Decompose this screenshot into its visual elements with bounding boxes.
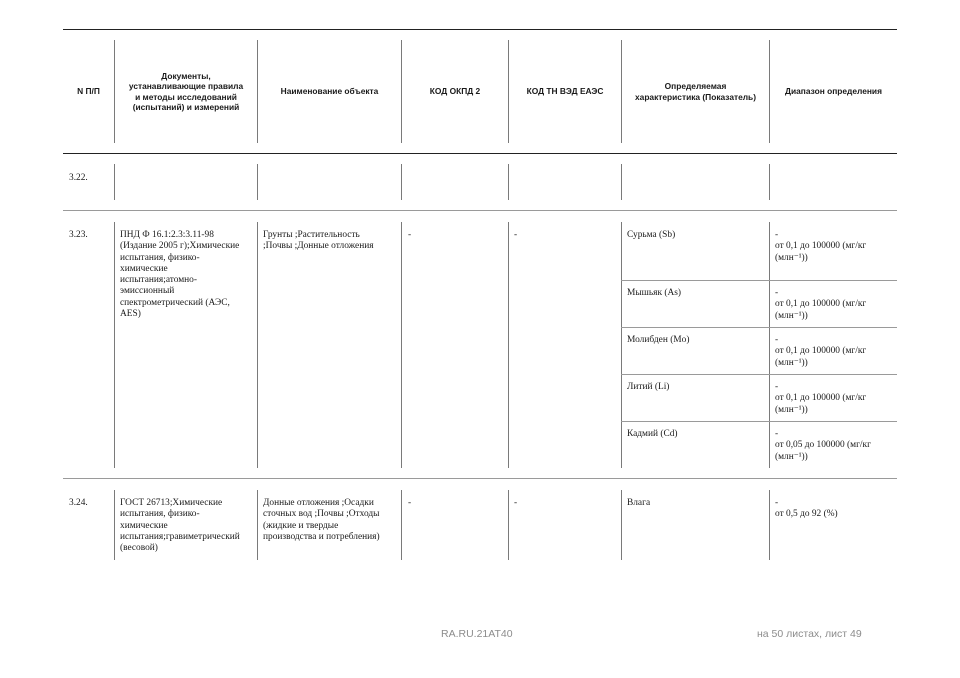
header-bottom-border — [63, 153, 897, 154]
row-characteristic: Мышьяк (As) — [627, 288, 682, 298]
column-separator — [257, 164, 258, 200]
footer-certificate-code: RA.RU.21AT40 — [441, 628, 513, 640]
header-documents: Документы, устанавливающие правила и методы исследований (испытаний) и измерений — [128, 70, 244, 112]
column-separator — [508, 164, 509, 200]
row-okpd: - — [408, 230, 412, 240]
header-tnved: КОД ТН ВЭД ЕАЭС — [526, 86, 604, 97]
column-separator — [114, 490, 115, 560]
column-separator — [621, 222, 622, 468]
row-document: ПНД Ф 16.1:2.3:3.11-98 (Издание 2005 г);Химические испытания, физико- химические испытания;атомно- эмиссионный спектрометрический (АЭС, AES) — [120, 230, 240, 320]
header-num: N П/П — [77, 86, 100, 97]
column-separator — [401, 222, 402, 468]
subrow-divider — [621, 280, 897, 281]
row-document: ГОСТ 26713;Химические испытания, физико- химические испытания;гравиметрический (весовой) — [120, 498, 240, 554]
row-number: 3.22. — [69, 173, 88, 183]
row-tnved: - — [514, 498, 518, 508]
row-range: - от 0,1 до 100000 (мг/кг (млн⁻¹)) — [775, 230, 867, 263]
column-separator — [401, 164, 402, 200]
row-tnved: - — [514, 230, 518, 240]
column-separator — [257, 222, 258, 468]
row-characteristic: Литий (Li) — [627, 382, 670, 392]
row-divider — [63, 478, 897, 479]
header-range: Диапазон определения — [785, 86, 882, 97]
row-okpd: - — [408, 498, 412, 508]
column-separator — [257, 490, 258, 560]
row-characteristic: Кадмий (Cd) — [627, 429, 678, 439]
row-object: Грунты ;Растительность ;Почвы ;Донные отложения — [263, 230, 374, 252]
table-top-border — [63, 29, 897, 30]
column-separator — [769, 164, 770, 200]
row-range: - от 0,1 до 100000 (мг/кг (млн⁻¹)) — [775, 382, 867, 415]
row-range: - от 0,1 до 100000 (мг/кг (млн⁻¹)) — [775, 288, 867, 321]
column-separator — [621, 490, 622, 560]
column-separator — [114, 164, 115, 200]
row-number: 3.23. — [69, 230, 88, 240]
row-object: Донные отложения ;Осадки сточных вод ;Почвы ;Отходы (жидкие и твердые производства и потребления) — [263, 498, 380, 542]
header-characteristic: Определяемая характеристика (Показатель) — [635, 81, 756, 102]
row-characteristic: Молибден (Mo) — [627, 335, 690, 345]
subrow-divider — [621, 374, 897, 375]
row-number: 3.24. — [69, 498, 88, 508]
column-separator — [401, 490, 402, 560]
row-characteristic: Влага — [627, 498, 651, 508]
header-okpd: КОД ОКПД 2 — [429, 86, 481, 97]
header-object: Наименование объекта — [280, 86, 379, 97]
column-separator — [114, 222, 115, 468]
column-separator — [769, 490, 770, 560]
row-range: - от 0,1 до 100000 (мг/кг (млн⁻¹)) — [775, 335, 867, 368]
row-range: - от 0,05 до 100000 (мг/кг (млн⁻¹)) — [775, 429, 871, 462]
footer-page-counter: на 50 листах, лист 49 — [757, 628, 862, 640]
row-divider — [63, 210, 897, 211]
column-separator — [769, 222, 770, 468]
subrow-divider — [621, 327, 897, 328]
column-separator — [508, 222, 509, 468]
column-separator — [508, 490, 509, 560]
row-characteristic: Сурьма (Sb) — [627, 230, 676, 240]
column-separator — [621, 164, 622, 200]
row-range: - от 0,5 до 92 (%) — [775, 498, 838, 520]
subrow-divider — [621, 421, 897, 422]
